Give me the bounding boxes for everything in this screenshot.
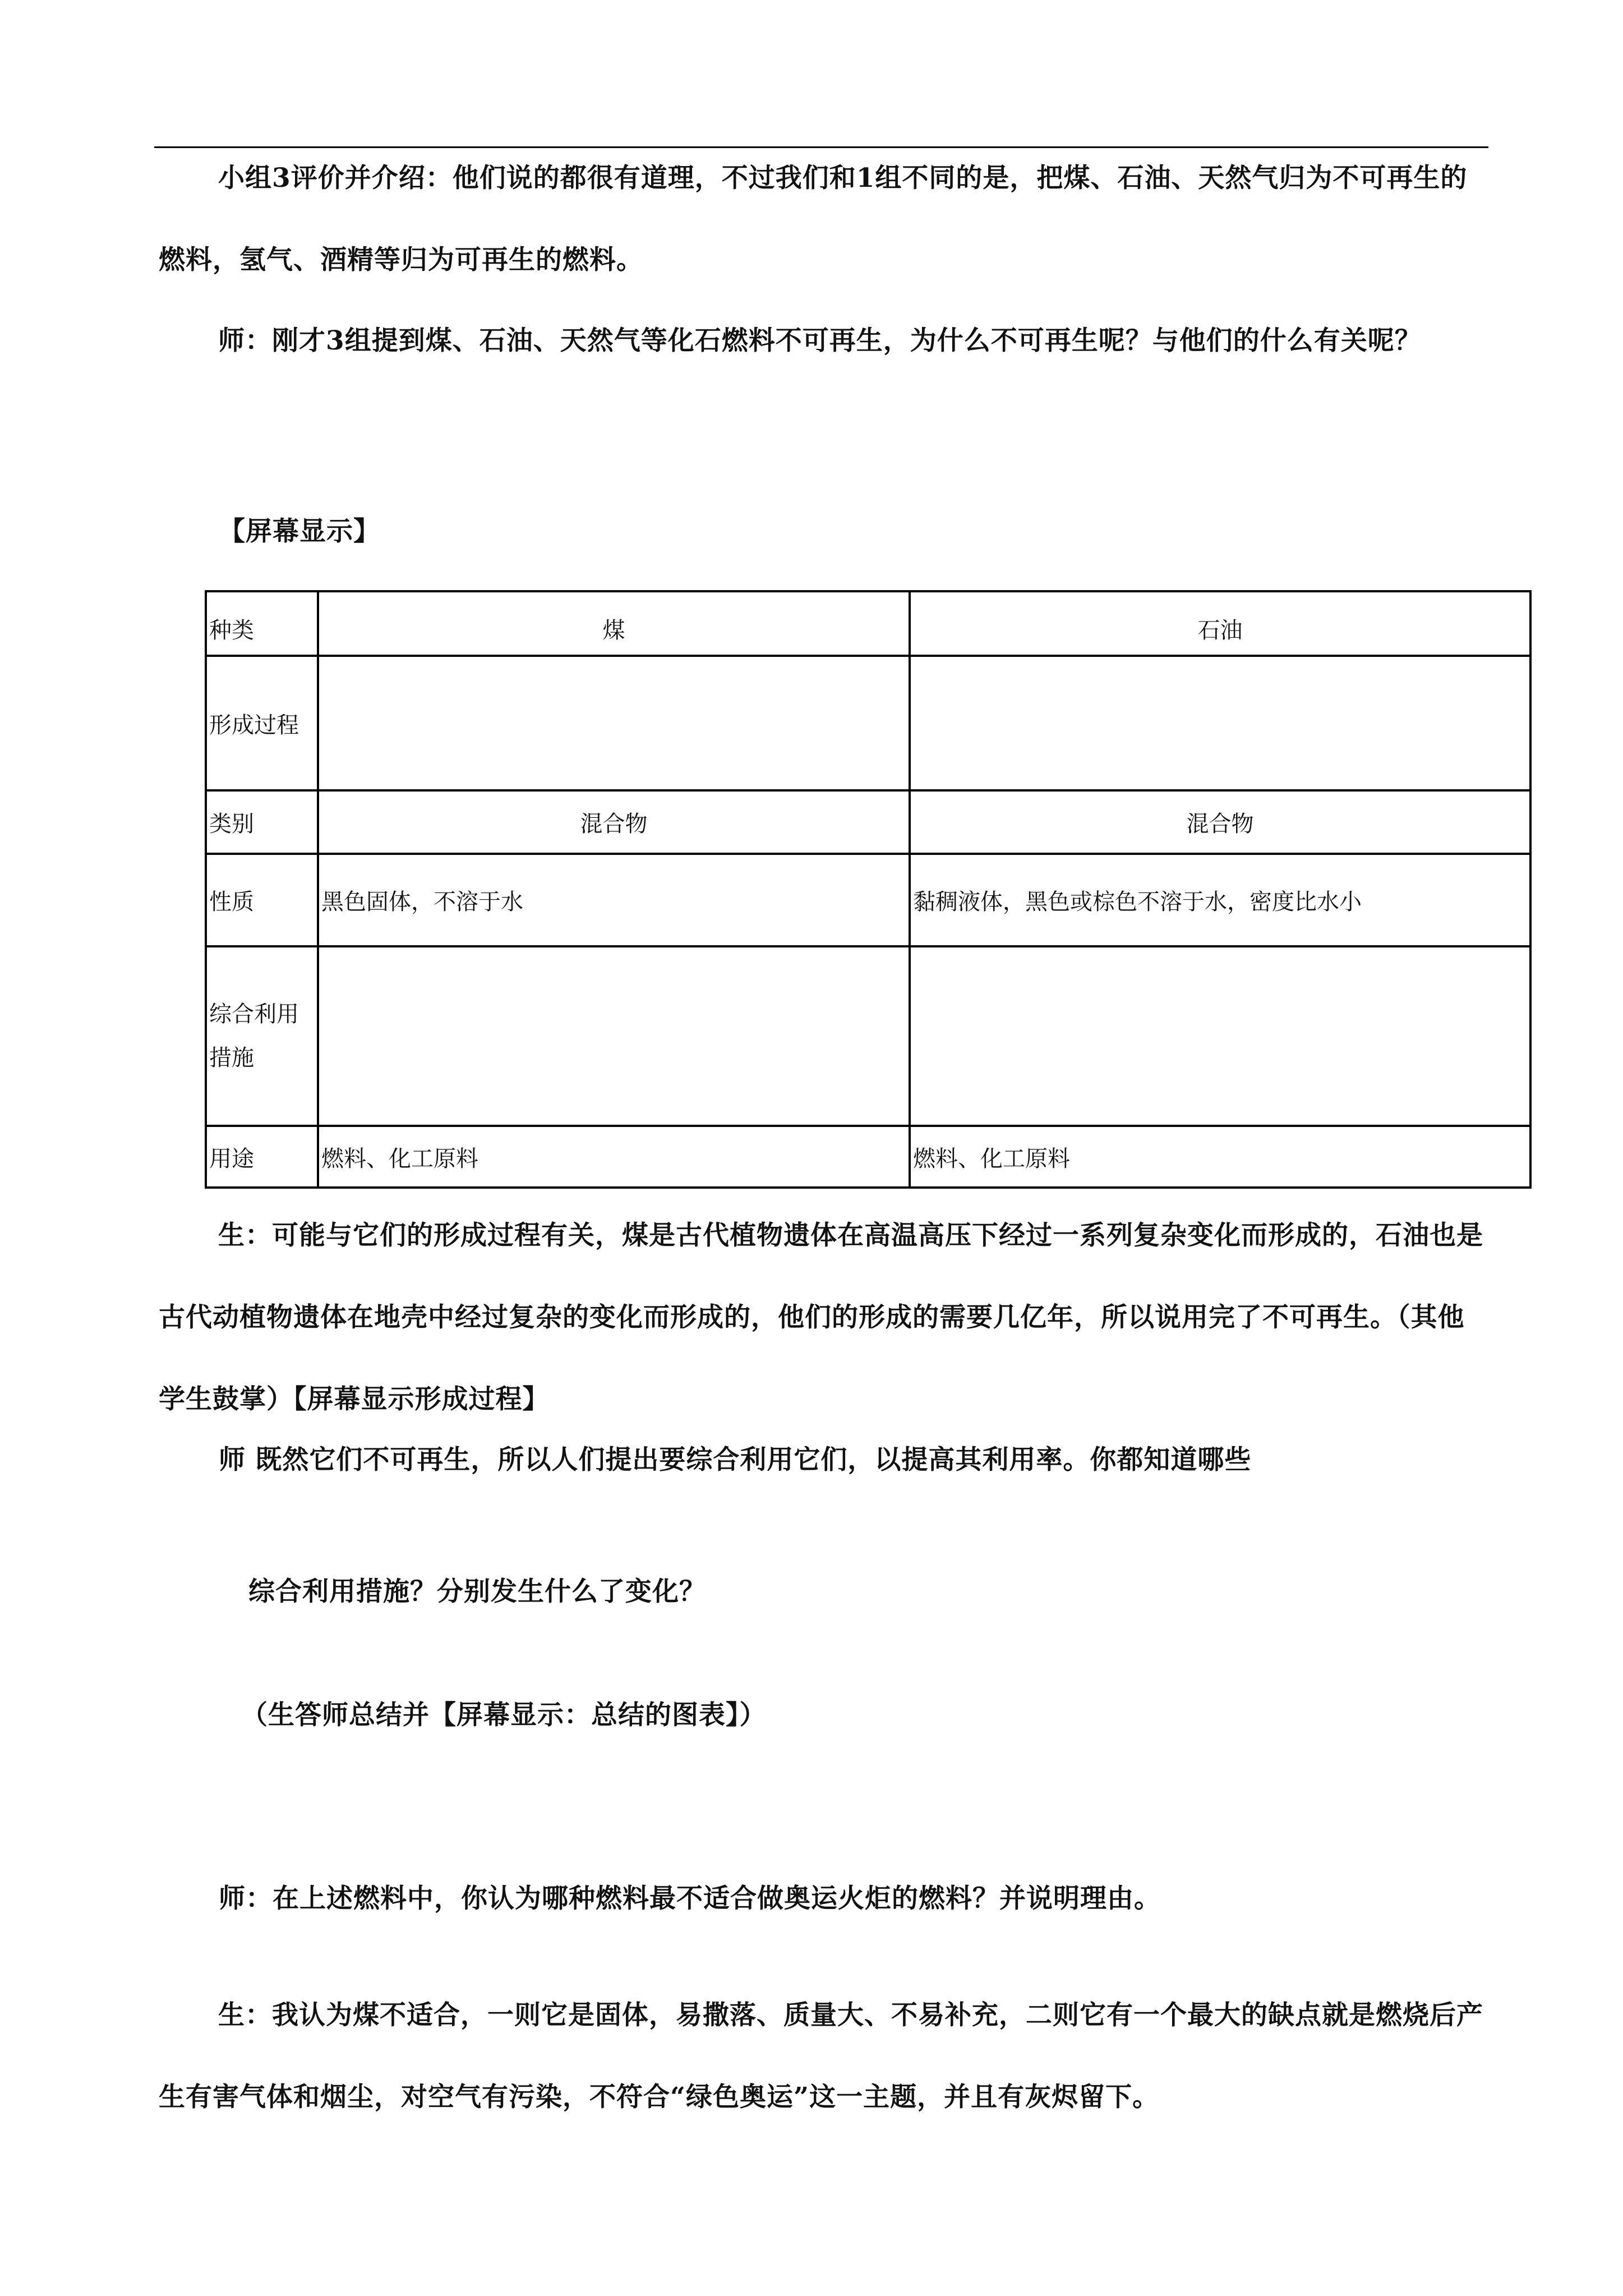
- table-row: [206, 1126, 1530, 1188]
- cell-petroleum-category: 混合物: [910, 790, 1530, 854]
- row-label-utilization: 综合利用措施: [206, 946, 318, 1126]
- header-coal: 煤: [318, 591, 910, 656]
- cell-coal-utilization: [318, 946, 910, 1126]
- row-label-properties: 性质: [206, 854, 318, 946]
- cell-coal-properties: 黑色固体，不溶于水: [318, 854, 910, 946]
- cell-petroleum-utilization: [910, 946, 1530, 1126]
- row-label-uses: 用途: [206, 1126, 318, 1188]
- paragraph-teacher-torch-question: 师：在上述燃料中，你认为哪种燃料最不适合做奥运火炬的燃料？并说明理由。: [219, 1883, 1161, 1914]
- table-row: [206, 656, 1530, 790]
- paragraph-summary-note: （生答师总结并【屏幕显示：总结的图表】）: [241, 1700, 767, 1731]
- table-row: [206, 790, 1530, 854]
- header-category: 种类: [206, 591, 318, 656]
- paragraph-group3-comment: 小组3评价并介绍：他们说的都很有道理，不过我们和1组不同的是，把煤、石油、天然气归为不可再生的燃料，氢气、酒精等归为可再生的燃料。: [159, 163, 1468, 275]
- table-row: [206, 854, 1530, 946]
- cell-coal-formation: [318, 656, 910, 790]
- cell-petroleum-properties: 黏稠液体，黑色或棕色不溶于水，密度比水小: [910, 854, 1530, 946]
- paragraph-teacher-followup-line1: 师 既然它们不可再生，所以人们提出要综合利用它们，以提高其利用率。你都知道哪些: [219, 1444, 1252, 1475]
- paragraph-teacher-question: 师：刚才3组提到煤、石油、天然气等化石燃料不可再生，为什么不可再生呢？与他们的什么有关呢？: [218, 325, 1422, 356]
- cell-petroleum-formation: [910, 656, 1530, 790]
- row-label-category: 类别: [206, 790, 318, 854]
- paragraph-teacher-followup-line2: 综合利用措施？分别发生什么了变化？: [248, 1576, 706, 1607]
- header-petroleum: 石油: [910, 591, 1530, 656]
- screen-display-label: 【屏幕显示】: [219, 516, 380, 547]
- cell-coal-category: 混合物: [318, 790, 910, 854]
- row-label-formation: 形成过程: [206, 656, 318, 790]
- cell-coal-uses: 燃料、化工原料: [318, 1126, 910, 1188]
- table-row: [206, 946, 1530, 1126]
- cell-petroleum-uses: 燃料、化工原料: [910, 1126, 1530, 1188]
- fuel-comparison-table: [205, 590, 1532, 1189]
- paragraph-student-answer: 生：可能与它们的形成过程有关，煤是古代植物遗体在高温高压下经过一系列复杂变化而形成的，石油也是古代动植物遗体在地壳中经过复杂的变化而形成的，他们的形成的需要几亿年，所以说用完了不可再生。（其他学生鼓掌）【屏幕显示形成过程】: [159, 1220, 1483, 1415]
- table-header-row: [206, 591, 1530, 656]
- paragraph-student-coal-answer: 生：我认为煤不适合，一则它是固体，易撒落、质量大、不易补充，二则它有一个最大的缺点就是燃烧后产生有害气体和烟尘，对空气有污染，不符合“绿色奥运”这一主题，并且有灰烬留下。: [159, 2000, 1483, 2113]
